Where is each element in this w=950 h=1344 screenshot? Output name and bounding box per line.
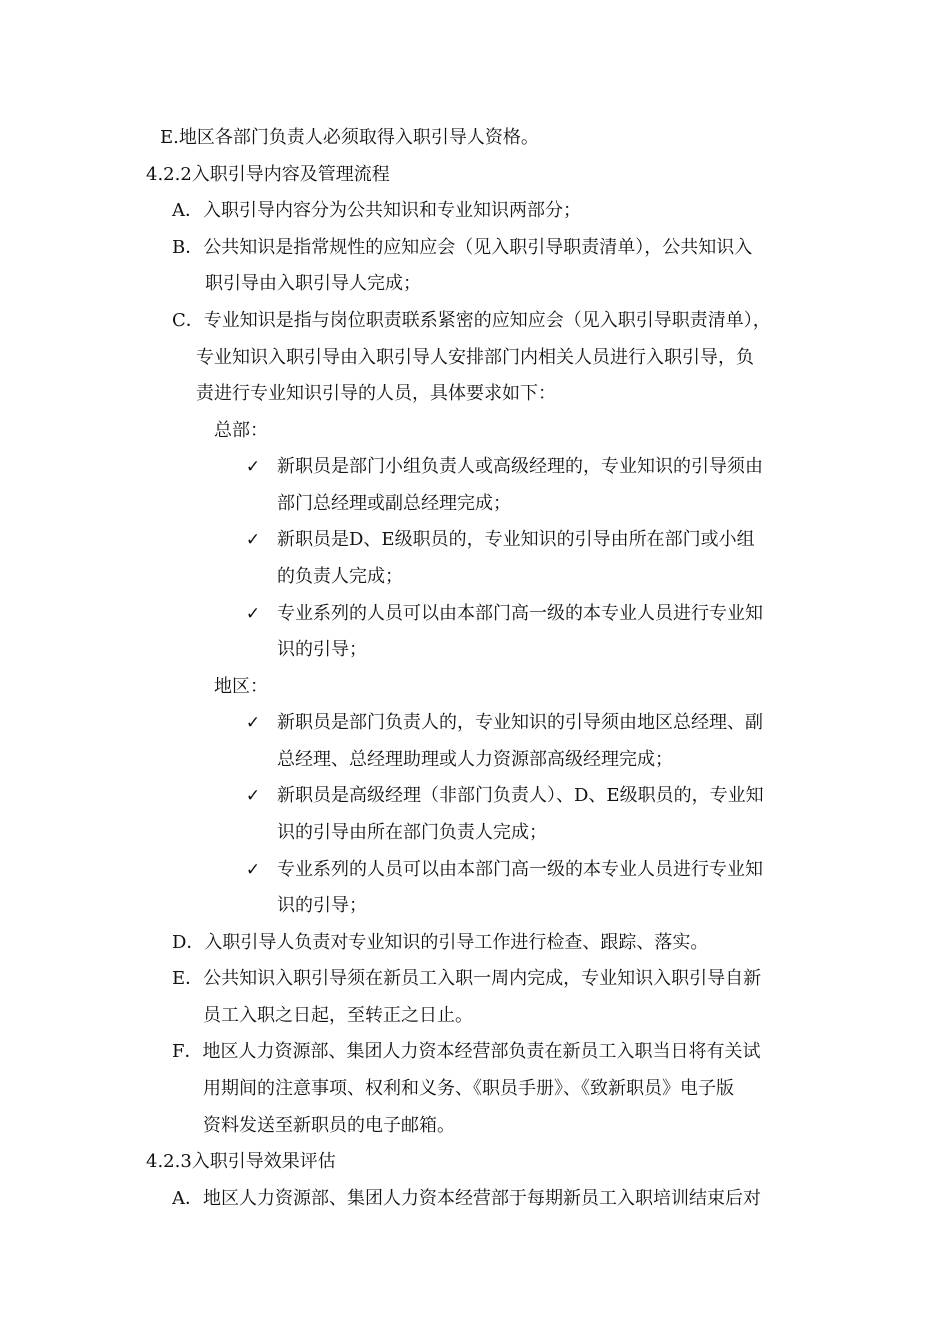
item-a: A．入职引导内容分为公共知识和专业知识两部分； xyxy=(172,200,581,221)
hq-item-2-line-2: 的负责人完成； xyxy=(277,566,403,587)
hq-item-1-line-2: 部门总经理或副总经理完成； xyxy=(277,493,511,514)
region-item-3-line-2: 识的引导； xyxy=(277,895,367,916)
item-e-line-1: E．公共知识入职引导须在新员工入职一周内完成，专业知识入职引导自新 xyxy=(172,968,762,989)
hq-item-2-line-1: 新职员是D、E级职员的，专业知识的引导由所在部门或小组 xyxy=(277,529,755,550)
hq-item-3-line-1: 专业系列的人员可以由本部门高一级的本专业人员进行专业知 xyxy=(277,603,763,624)
check-icon: ✓ xyxy=(245,457,261,477)
item-f-line-2: 用期间的注意事项、权利和义务、《职员手册》、《致新职员》电子版 xyxy=(203,1078,734,1099)
item-b-line-2: 职引导由入职引导人完成； xyxy=(205,273,421,294)
check-icon: ✓ xyxy=(245,530,261,550)
check-icon: ✓ xyxy=(245,860,261,880)
item-f-line-1: F．地区人力资源部、集团人力资本经营部负责在新员工入职当日将有关试 xyxy=(172,1041,761,1062)
region-item-2-line-2: 识的引导由所在部门负责人完成； xyxy=(277,822,547,843)
section-heading-4-2-2: 4.2.2入职引导内容及管理流程 xyxy=(146,164,390,185)
region-item-2-line-1: 新职员是高级经理（非部门负责人）、D、E级职员的，专业知 xyxy=(277,785,764,806)
item-c-line-3: 责进行专业知识引导的人员，具体要求如下： xyxy=(196,383,556,404)
region-item-1-line-1: 新职员是部门负责人的，专业知识的引导须由地区总经理、副 xyxy=(277,712,763,733)
item-c-line-1: C．专业知识是指与岗位职责联系紧密的应知应会（见入职引导职责清单）， xyxy=(172,310,771,331)
item-a-evaluation: A．地区人力资源部、集团人力资本经营部于每期新员工入职培训结束后对 xyxy=(172,1188,761,1209)
check-icon: ✓ xyxy=(245,786,261,806)
region-item-3-line-1: 专业系列的人员可以由本部门高一级的本专业人员进行专业知 xyxy=(277,859,763,880)
item-b-line-1: B．公共知识是指常规性的应知应会（见入职引导职责清单），公共知识入 xyxy=(172,237,753,258)
item-e-line-2: 员工入职之日起，至转正之日止。 xyxy=(203,1005,473,1026)
item-f-line-3: 资料发送至新职员的电子邮箱。 xyxy=(203,1115,455,1136)
region-item-1-line-2: 总经理、总经理助理或人力资源部高级经理完成； xyxy=(277,749,673,770)
item-e-previous: E.地区各部门负责人必须取得入职引导人资格。 xyxy=(160,127,539,148)
headquarters-label: 总部： xyxy=(214,420,268,441)
section-heading-4-2-3: 4.2.3入职引导效果评估 xyxy=(146,1151,336,1172)
item-d: D．入职引导人负责对专业知识的引导工作进行检查、跟踪、落实。 xyxy=(172,932,709,953)
hq-item-3-line-2: 识的引导； xyxy=(277,639,367,660)
check-icon: ✓ xyxy=(245,713,261,733)
check-icon: ✓ xyxy=(245,604,261,624)
hq-item-1-line-1: 新职员是部门小组负责人或高级经理的，专业知识的引导须由 xyxy=(277,456,763,477)
region-label: 地区： xyxy=(214,676,268,697)
item-c-line-2: 专业知识入职引导由入职引导人安排部门内相关人员进行入职引导，负 xyxy=(196,347,754,368)
